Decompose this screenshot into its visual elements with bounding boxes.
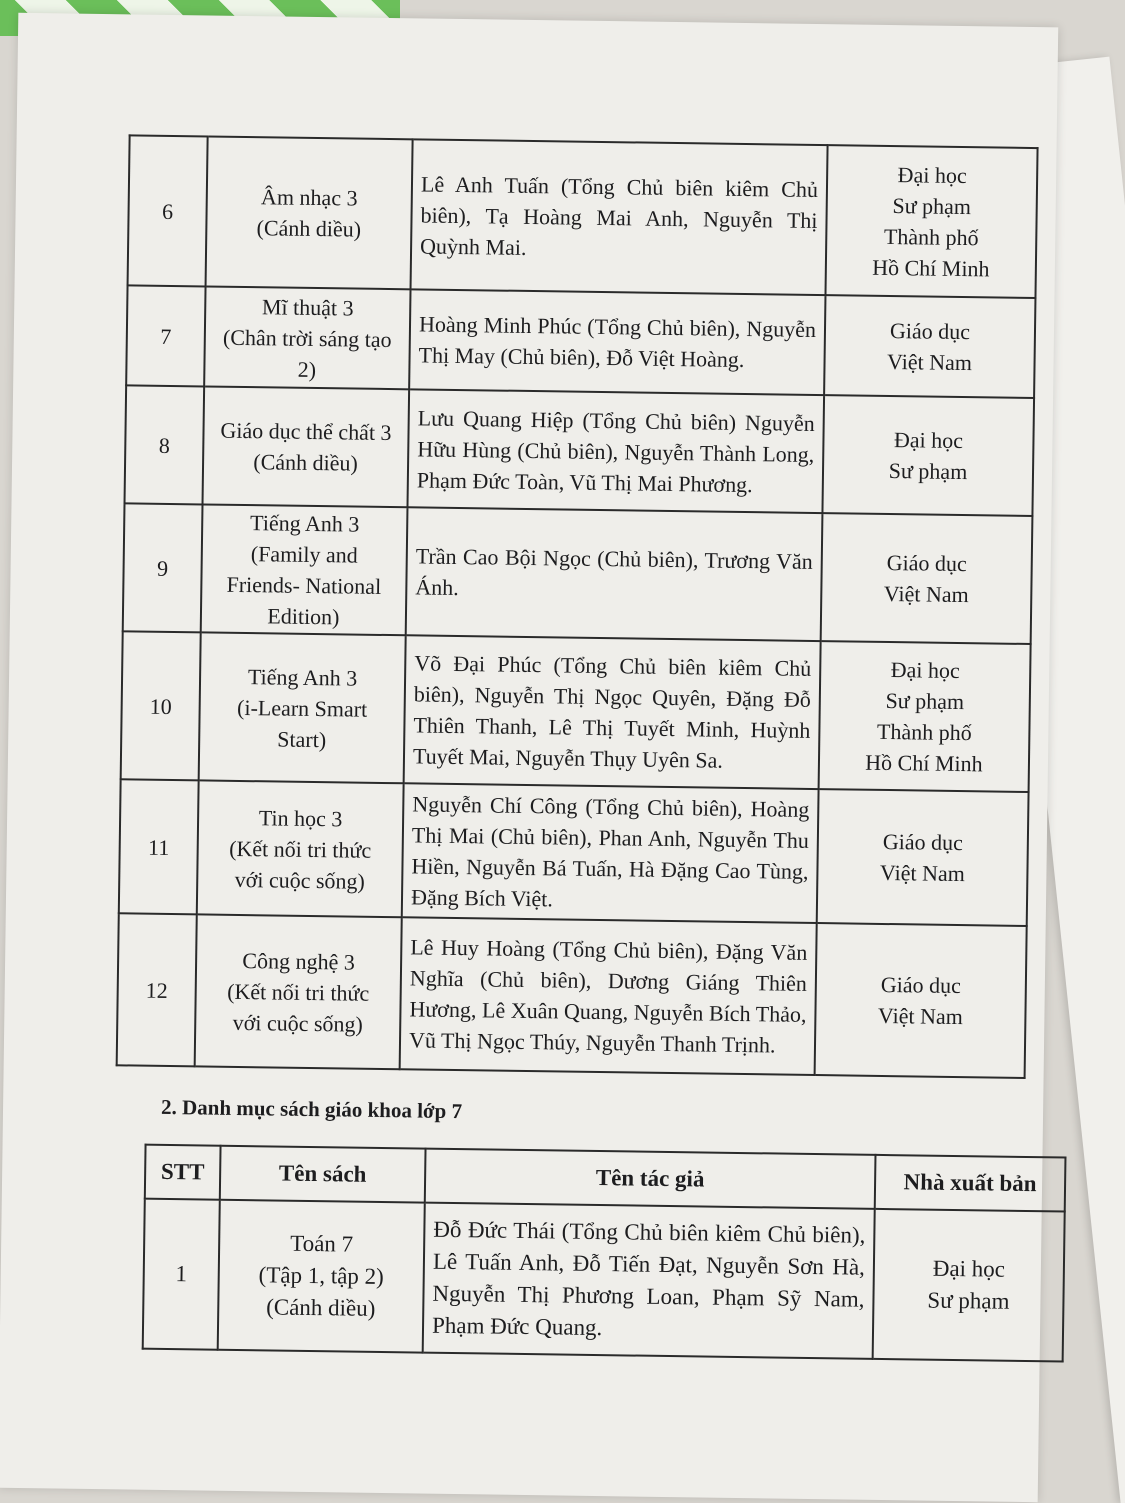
row-book-name — [195, 914, 402, 1069]
book-name-line: Friends- National — [226, 571, 382, 599]
row-stt: 10 — [121, 631, 201, 780]
book-name-line: với cuộc sống) — [234, 866, 366, 894]
row-authors: Lê Anh Tuấn (Tổng Chủ biên kiêm Chủ biên), Tạ Hoàng Mai Anh, Nguyễn Thị Quỳnh Mai. — [411, 139, 828, 295]
publisher-line: Việt Nam — [883, 580, 969, 608]
book-name-line: Công nghệ 3 — [242, 947, 356, 975]
book-name-line: 2) — [297, 356, 317, 382]
publisher-line: Giáo dục — [880, 971, 962, 999]
table-row — [119, 779, 1029, 926]
row-stt: 11 — [119, 779, 199, 914]
row-authors: Đỗ Đức Thái (Tổng Chủ biên kiêm Chủ biên), Lê Tuấn Anh, Đỗ Tiến Đạt, Nguyễn Sơn Hà, Nguyễn Thị Phương Loan, Phạm Sỹ Nam, Phạm Đức Quang. — [423, 1203, 875, 1359]
book-name-line: (Cánh diều) — [253, 449, 359, 476]
row-publisher — [822, 395, 1034, 516]
book-name-line: (Cánh diều) — [256, 215, 362, 242]
publisher-line: Thành phố — [876, 718, 972, 746]
row-book-name — [201, 504, 408, 635]
section-heading: 2. Danh mục sách giáo khoa lớp 7 — [160, 1094, 463, 1124]
book-name-line: Tin học 3 — [258, 804, 343, 831]
row-authors: Nguyễn Chí Công (Tổng Chủ biên), Hoàng Thị Mai (Chủ biên), Phan Anh, Nguyễn Thu Hiền, Nguyễn Bá Tuấn, Hà Đặng Cao Tùng, Đặng Bích Việt. — [402, 783, 819, 923]
row-publisher — [824, 295, 1035, 398]
table-row — [125, 385, 1035, 516]
grade7-textbook-table — [142, 1144, 1067, 1363]
table-row — [121, 631, 1031, 792]
row-publisher — [821, 513, 1033, 644]
row-authors: Võ Đại Phúc (Tổng Chủ biên kiêm Chủ biên), Nguyễn Thị Ngọc Quyên, Đặng Đỗ Thiên Thanh, Lê Thị Tuyết Minh, Huỳnh Tuyết Mai, Nguyễn Thụy Uyên Sa. — [404, 635, 821, 789]
publisher-line: Sư phạm — [885, 687, 965, 715]
publisher-line: Đại học — [897, 162, 967, 189]
row-stt: 7 — [126, 285, 205, 386]
page-content — [112, 134, 1039, 1362]
header-authors: Tên tác giả — [425, 1149, 876, 1209]
publisher-line: Giáo dục — [886, 549, 967, 577]
publisher-line: Giáo dục — [882, 828, 964, 856]
row-publisher — [819, 641, 1031, 792]
book-name-line: Tiếng Anh 3 — [249, 510, 360, 537]
row-book-name — [199, 632, 406, 783]
publisher-line: Đại học — [893, 427, 964, 454]
publisher-line: Việt Nam — [879, 859, 966, 887]
publisher-line: Đại học — [932, 1255, 1006, 1282]
row-stt: 9 — [123, 503, 203, 632]
book-name-line: Start) — [277, 725, 327, 752]
row-stt: 1 — [143, 1199, 220, 1350]
grade3-textbook-table — [116, 134, 1039, 1079]
row-publisher — [815, 923, 1027, 1078]
row-authors: Trần Cao Bội Ngọc (Chủ biên), Trương Văn Ánh. — [406, 507, 823, 641]
row-stt: 6 — [128, 135, 208, 286]
row-publisher — [873, 1209, 1065, 1362]
row-book-name — [203, 386, 410, 507]
publisher-line: Việt Nam — [886, 348, 973, 376]
publisher-line: Hồ Chí Minh — [865, 749, 983, 777]
header-book-name: Tên sách — [220, 1146, 426, 1203]
document-page — [0, 13, 1058, 1502]
publisher-line: Giáo dục — [889, 318, 971, 345]
book-name-line: Edition) — [267, 603, 340, 630]
book-name-line: (Kết nối tri thức — [227, 978, 370, 1006]
row-book-name — [204, 286, 410, 389]
table-row — [117, 913, 1027, 1078]
row-book-name — [206, 136, 413, 289]
row-stt: 8 — [125, 385, 205, 504]
row-book-name — [218, 1200, 425, 1353]
book-name-line: (Kết nối tri thức — [229, 835, 372, 863]
header-publisher: Nhà xuất bản — [875, 1155, 1066, 1212]
publisher-line: Hồ Chí Minh — [872, 254, 990, 282]
publisher-line: Việt Nam — [877, 1002, 964, 1030]
publisher-line: Sư phạm — [927, 1287, 1010, 1314]
row-authors: Hoàng Minh Phúc (Tổng Chủ biên), Nguyễn Thị May (Chủ biên), Đỗ Việt Hoàng. — [409, 289, 825, 395]
book-name-line: Toán 7 — [290, 1230, 354, 1257]
table-row — [126, 285, 1035, 398]
table-row — [123, 503, 1033, 644]
book-name-line: (Family and — [250, 541, 358, 568]
table-row — [143, 1199, 1065, 1362]
row-stt: 12 — [117, 913, 197, 1066]
publisher-line: Đại học — [890, 657, 960, 684]
row-book-name — [197, 780, 404, 917]
row-authors: Lưu Quang Hiệp (Tổng Chủ biên) Nguyễn Hữu Hùng (Chủ biên), Nguyễn Thành Long, Phạm Đức Toàn, Vũ Thị Mai Phương. — [407, 389, 824, 513]
publisher-line: Sư phạm — [888, 458, 968, 485]
publisher-line: Sư phạm — [892, 193, 972, 220]
book-name-line: (Cánh diều) — [266, 1294, 376, 1321]
book-name-line: Tiếng Anh 3 — [247, 663, 358, 691]
book-name-line: (Chân trời sáng tạo — [222, 324, 392, 352]
book-name-line: với cuộc sống) — [232, 1009, 364, 1037]
book-name-line: Âm nhạc 3 — [260, 184, 358, 211]
table-row — [128, 135, 1038, 298]
row-publisher — [817, 789, 1029, 926]
book-name-line: Giáo dục thể chất 3 — [220, 417, 392, 446]
publisher-line: Thành phố — [883, 223, 979, 251]
header-stt: STT — [145, 1145, 221, 1200]
book-name-line: (Tập 1, tập 2) — [258, 1262, 385, 1290]
row-publisher — [825, 145, 1037, 298]
row-authors: Lê Huy Hoàng (Tổng Chủ biên), Đặng Văn Nghĩa (Chủ biên), Dương Giáng Thiên Hương, Lê Xuân Quang, Nguyễn Bích Thảo, Vũ Thị Ngọc Thúy, Nguyễn Thanh Trịnh. — [400, 917, 817, 1075]
book-name-line: Mĩ thuật 3 — [261, 293, 354, 321]
book-name-line: (i-Learn Smart — [236, 694, 368, 722]
